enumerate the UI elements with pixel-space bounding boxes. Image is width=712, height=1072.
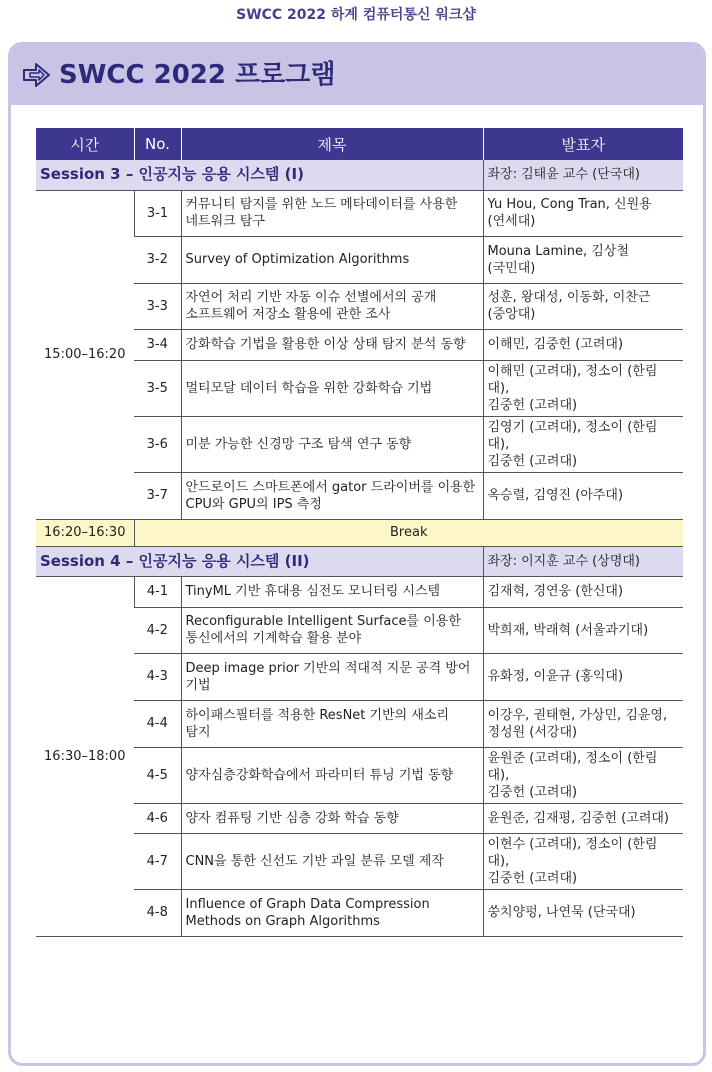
talk-presenters	[483, 833, 683, 889]
talk-presenters	[483, 803, 683, 833]
talk-number: 3-2	[134, 236, 181, 283]
talk-title-line: 통신에서의 기계학습 활용 분야	[185, 631, 362, 646]
talk-title-line: 안드로이드 스마트폰에서 gator 드라이버를 이용한	[185, 479, 476, 495]
talk-title-line: Deep image prior 기반의 적대적 지문 공격 방어	[185, 660, 471, 676]
talk-presenters-line: 김영기 (고려대), 정소이 (한림대),	[487, 419, 658, 452]
table-row	[36, 472, 683, 519]
talk-number: 4-8	[134, 889, 181, 936]
session-chair: 좌장: 이지훈 교수 (상명대)	[483, 546, 683, 576]
session-time: 15:00–16:20	[36, 190, 134, 519]
talk-title	[181, 283, 483, 329]
talk-presenters	[483, 329, 683, 360]
table-row	[36, 653, 683, 700]
talk-number: 4-5	[134, 747, 181, 803]
session-time: 16:30–18:00	[36, 576, 134, 936]
talk-title	[181, 653, 483, 700]
session-row	[36, 160, 683, 190]
talk-title-line: 하이패스필터를 적용한 ResNet 기반의 새소리	[185, 707, 449, 723]
talk-title-line: 멀티모달 데이터 학습을 위한 강화학습 기법	[185, 380, 433, 396]
talk-title	[181, 747, 483, 803]
talk-presenters	[483, 190, 683, 236]
talk-title	[181, 329, 483, 360]
column-header-no: No.	[134, 128, 181, 160]
talk-title	[181, 360, 483, 416]
talk-number: 4-1	[134, 576, 181, 607]
talk-presenters	[483, 472, 683, 519]
talk-presenters-line: 윤원준 (고려대), 정소이 (한림대),	[487, 750, 658, 783]
talk-presenters-line: 김중헌 (고려대)	[487, 453, 578, 469]
talk-presenters	[483, 700, 683, 747]
talk-title-line: Influence of Graph Data Compression	[185, 896, 430, 912]
talk-title-line: 네트워크 탐구	[185, 214, 265, 229]
talk-number: 3-6	[134, 416, 181, 472]
talk-title-line: 강화학습 기법을 활용한 이상 상태 탐지 분석 동향	[185, 337, 466, 352]
talk-title-line: 커뮤니티 탐지를 위한 노드 메타데이터를 사용한	[185, 197, 458, 212]
table-row	[36, 360, 683, 416]
session-row	[36, 546, 683, 576]
talk-title	[181, 416, 483, 472]
talk-presenters	[483, 653, 683, 700]
session-title: Session 4 – 인공지능 응용 시스템 (II)	[36, 546, 483, 576]
break-label: Break	[134, 519, 683, 546]
talk-title-line: Survey of Optimization Algorithms	[185, 252, 410, 267]
talk-presenters	[483, 607, 683, 653]
talk-number: 3-3	[134, 283, 181, 329]
column-header-title: 제목	[181, 128, 483, 160]
table-row	[36, 747, 683, 803]
talk-presenters	[483, 236, 683, 283]
talk-title-line: 양자심층강화학습에서 파라미터 튜닝 기법 동향	[185, 767, 454, 783]
talk-number: 4-3	[134, 653, 181, 700]
talk-presenters-line: 성훈, 왕대성, 이동화, 이찬근	[487, 290, 651, 305]
talk-title	[181, 190, 483, 236]
table-row	[36, 700, 683, 747]
talk-presenters-line: 박희재, 박래혁 (서울과기대)	[487, 622, 649, 638]
talk-title	[181, 833, 483, 889]
table-row	[36, 329, 683, 360]
talk-title-line: 소프트웨어 저장소 활용에 관한 조사	[185, 307, 391, 322]
table-row	[36, 576, 683, 607]
table-row	[36, 236, 683, 283]
workshop-header: SWCC 2022 하계 컴퓨터통신 워크샵	[236, 7, 476, 23]
talk-title	[181, 889, 483, 936]
talk-presenters-line: 이강우, 권태현, 가상민, 김윤영,	[487, 707, 668, 723]
talk-title	[181, 472, 483, 519]
table-row	[36, 283, 683, 329]
talk-number: 4-7	[134, 833, 181, 889]
talk-title-line: 탐지	[185, 724, 211, 740]
talk-presenters-line: 옥승렬, 김영진 (아주대)	[487, 488, 624, 503]
talk-title-line: 미분 가능한 신경망 구조 탐색 연구 동향	[185, 436, 412, 452]
talk-number: 4-6	[134, 803, 181, 833]
talk-presenters-line: 이해민 (고려대), 정소이 (한림대),	[487, 363, 658, 396]
talk-presenters-line: 김중헌 (고려대)	[487, 784, 578, 800]
talk-number: 3-1	[134, 190, 181, 236]
talk-number: 3-7	[134, 472, 181, 519]
column-header-presenter: 발표자	[483, 128, 683, 160]
talk-title-line: 양자 컴퓨팅 기반 심층 강화 학습 동향	[185, 810, 399, 826]
page-title: SWCC 2022 프로그램	[59, 60, 336, 90]
talk-presenters	[483, 576, 683, 607]
talk-presenters-line: 유화정, 이윤규 (홍익대)	[487, 669, 624, 684]
talk-presenters-line: 김중헌 (고려대)	[487, 397, 578, 413]
table-row	[36, 607, 683, 653]
table-row	[36, 889, 683, 936]
break-row	[36, 519, 683, 546]
talk-title-line: Methods on Graph Algorithms	[185, 913, 380, 929]
talk-presenters-line: 정성원 (서강대)	[487, 724, 578, 740]
talk-number: 4-2	[134, 607, 181, 653]
column-header-time: 시간	[36, 128, 134, 160]
talk-number: 4-4	[134, 700, 181, 747]
table-header-row	[36, 128, 683, 160]
table-row	[36, 833, 683, 889]
talk-presenters	[483, 416, 683, 472]
talk-presenters-line: Yu Hou, Cong Tran, 신원용	[487, 197, 652, 212]
talk-presenters-line: 윤원준, 김재평, 김중헌 (고려대)	[487, 810, 670, 826]
table-row	[36, 416, 683, 472]
talk-presenters-line: Mouna Lamine, 김상철	[487, 243, 629, 259]
talk-title-line: Reconfigurable Intelligent Surface를 이용한	[185, 614, 461, 629]
talk-number: 3-4	[134, 329, 181, 360]
talk-presenters	[483, 747, 683, 803]
talk-title	[181, 700, 483, 747]
talk-presenters-line: 김재혁, 경연웅 (한신대)	[487, 584, 624, 599]
talk-presenters	[483, 360, 683, 416]
talk-title	[181, 803, 483, 833]
table-row	[36, 803, 683, 833]
session-title: Session 3 – 인공지능 응용 시스템 (I)	[36, 160, 483, 190]
talk-title	[181, 607, 483, 653]
break-time: 16:20–16:30	[36, 519, 134, 546]
talk-title	[181, 236, 483, 283]
talk-title-line: 자연어 처리 기반 자동 이슈 선별에서의 공개	[185, 290, 437, 305]
talk-presenters-line: (국민대)	[487, 260, 536, 276]
program-table	[36, 128, 683, 937]
talk-presenters-line: 김중헌 (고려대)	[487, 870, 578, 886]
talk-title-line: TinyML 기반 휴대용 심전도 모니터링 시스템	[185, 584, 441, 599]
talk-presenters-line: 이현수 (고려대), 정소이 (한림대),	[487, 836, 658, 869]
talk-presenters	[483, 889, 683, 936]
title-band	[11, 45, 703, 105]
talk-title-line: CPU와 GPU의 IPS 측정	[185, 496, 322, 512]
talk-presenters	[483, 283, 683, 329]
talk-title	[181, 576, 483, 607]
talk-title-line: 기법	[185, 677, 211, 693]
arrow-right-icon	[21, 59, 53, 91]
talk-presenters-line: 이해민, 김중헌 (고려대)	[487, 337, 624, 352]
talk-presenters-line: (연세대)	[487, 214, 536, 229]
talk-presenters-line: (중앙대)	[487, 307, 536, 322]
talk-title-line: CNN을 통한 신선도 기반 과일 분류 모델 제작	[185, 853, 444, 869]
talk-presenters-line: 쑹치양펑, 나연묵 (단국대)	[487, 905, 636, 920]
session-chair: 좌장: 김태윤 교수 (단국대)	[483, 160, 683, 190]
talk-number: 3-5	[134, 360, 181, 416]
table-row	[36, 190, 683, 236]
program-body	[36, 160, 683, 936]
